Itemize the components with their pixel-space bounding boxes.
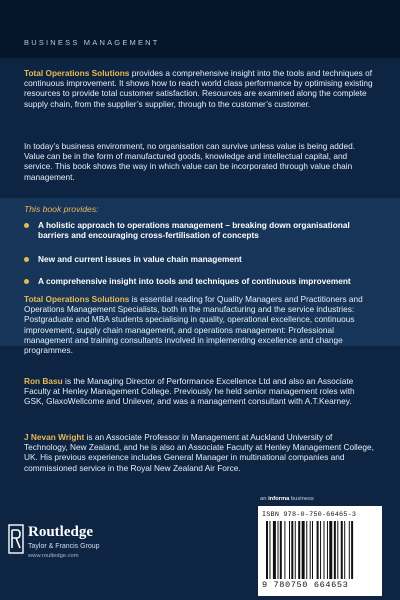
author-bio (24, 432, 376, 473)
readers-paragraph (24, 294, 376, 355)
provides-item-text: A comprehensive insight into tools and techniques of continuous improvement (38, 276, 351, 286)
barcode-bar (280, 521, 282, 579)
intro-paragraph-2: In today’s business environment, no organisation can survive unless value is being added. Value can be in the form of manufactured goods, knowledge and intellectual capital, and service. This book shows the way in which value can be incorporated through value chain management. (24, 141, 356, 182)
barcode-bar (298, 521, 300, 579)
barcode-box (258, 506, 382, 596)
barcode-bar (310, 521, 311, 579)
informa-name: informa (268, 496, 290, 502)
header-band (0, 0, 400, 58)
barcode-bar (317, 521, 319, 579)
provides-title: This book provides: (24, 204, 99, 214)
author-name: J Nevan Wright (24, 432, 85, 442)
informa-label: an informa business (260, 496, 314, 502)
barcode-bar (284, 521, 285, 579)
bullet-icon (24, 279, 29, 284)
provides-item (38, 276, 368, 286)
bullet-icon (24, 257, 29, 262)
barcode-bar (269, 521, 270, 579)
author-name: Ron Basu (24, 376, 63, 386)
isbn-number: ISBN 978-0-750-66465-3 (262, 511, 357, 519)
book-title-inline: Total Operations Solutions (24, 68, 130, 78)
intro-text-1: provides a comprehensive insight into the tools and techniques of continuous improvement. It shows how to reach world class performance by optimising existing resources to provide total customer satisfaction. Resources are examined along the complete supply chain, from the supplier’s supplier, through to the customer’s customer. (24, 68, 373, 109)
publisher-url: www.routledge.com (28, 553, 79, 559)
barcode-bar (295, 521, 296, 579)
publisher-group: Taylor & Francis Group (28, 543, 100, 550)
readers-text: is essential reading for Quality Managers and Practitioners and Operations Management Specialists, both in the manufacturing and the service industries: Postgraduate and MBA students specialising in quality, operational excellence, continuous improvement, supply chain management, and operations management: Professional management and training consultants involved in implementing excellence and change programmes. (24, 294, 363, 356)
bullet-icon (24, 223, 29, 228)
barcode-bar (351, 521, 353, 579)
barcode-bar (329, 521, 332, 579)
series-label: BUSINESS MANAGEMENT (24, 38, 160, 47)
barcode-bar (266, 521, 268, 579)
provides-item (38, 254, 368, 264)
barcode-bar (320, 521, 321, 579)
barcode-bar (306, 521, 307, 579)
author-bio (24, 376, 376, 407)
barcode-bar (334, 521, 336, 579)
author-bio-text: is the Managing Director of Performance Excellence Ltd and also an Associate Faculty at Henley Management College. Previously he held senior management roles with GSK, GlaxoWellcome and Unilever, and was a management consultant with A.T.Kearney. (24, 376, 355, 407)
barcode-bar (337, 521, 338, 579)
barcode-bar (349, 521, 350, 579)
barcode-bar (291, 521, 293, 579)
book-title-inline: Total Operations Solutions (24, 294, 130, 304)
provides-item-text: New and current issues in value chain management (38, 254, 242, 264)
barcode-icon (266, 521, 376, 579)
barcode-digits: 9 780750 664653 (262, 580, 349, 590)
barcode-bar (289, 521, 290, 579)
barcode-bar (278, 521, 279, 579)
barcode-bar (344, 521, 345, 579)
intro-paragraph-1 (24, 68, 376, 109)
author-bio-text: is an Associate Professor in Management at Auckland University of Technology, New Zealand, and he is also an Associate Faculty at Henley Management College, UK. His previous experience includes General Manager in multinational companies and commissioned service in the Royal New Zealand Air Force. (24, 432, 374, 473)
barcode-bar (273, 521, 276, 579)
footer-area (0, 492, 400, 600)
publisher-name: Routledge (28, 524, 93, 540)
barcode-bar (324, 521, 325, 579)
barcode-bar (341, 521, 343, 579)
provides-item (38, 220, 368, 240)
provides-item-text: A holistic approach to operations management – breaking down organisational barriers and encouraging cross-fertilisation of concepts (38, 220, 350, 241)
routledge-logo-icon (8, 524, 24, 554)
barcode-bar (327, 521, 328, 579)
barcode-bar (312, 521, 313, 579)
barcode-bar (302, 521, 305, 579)
